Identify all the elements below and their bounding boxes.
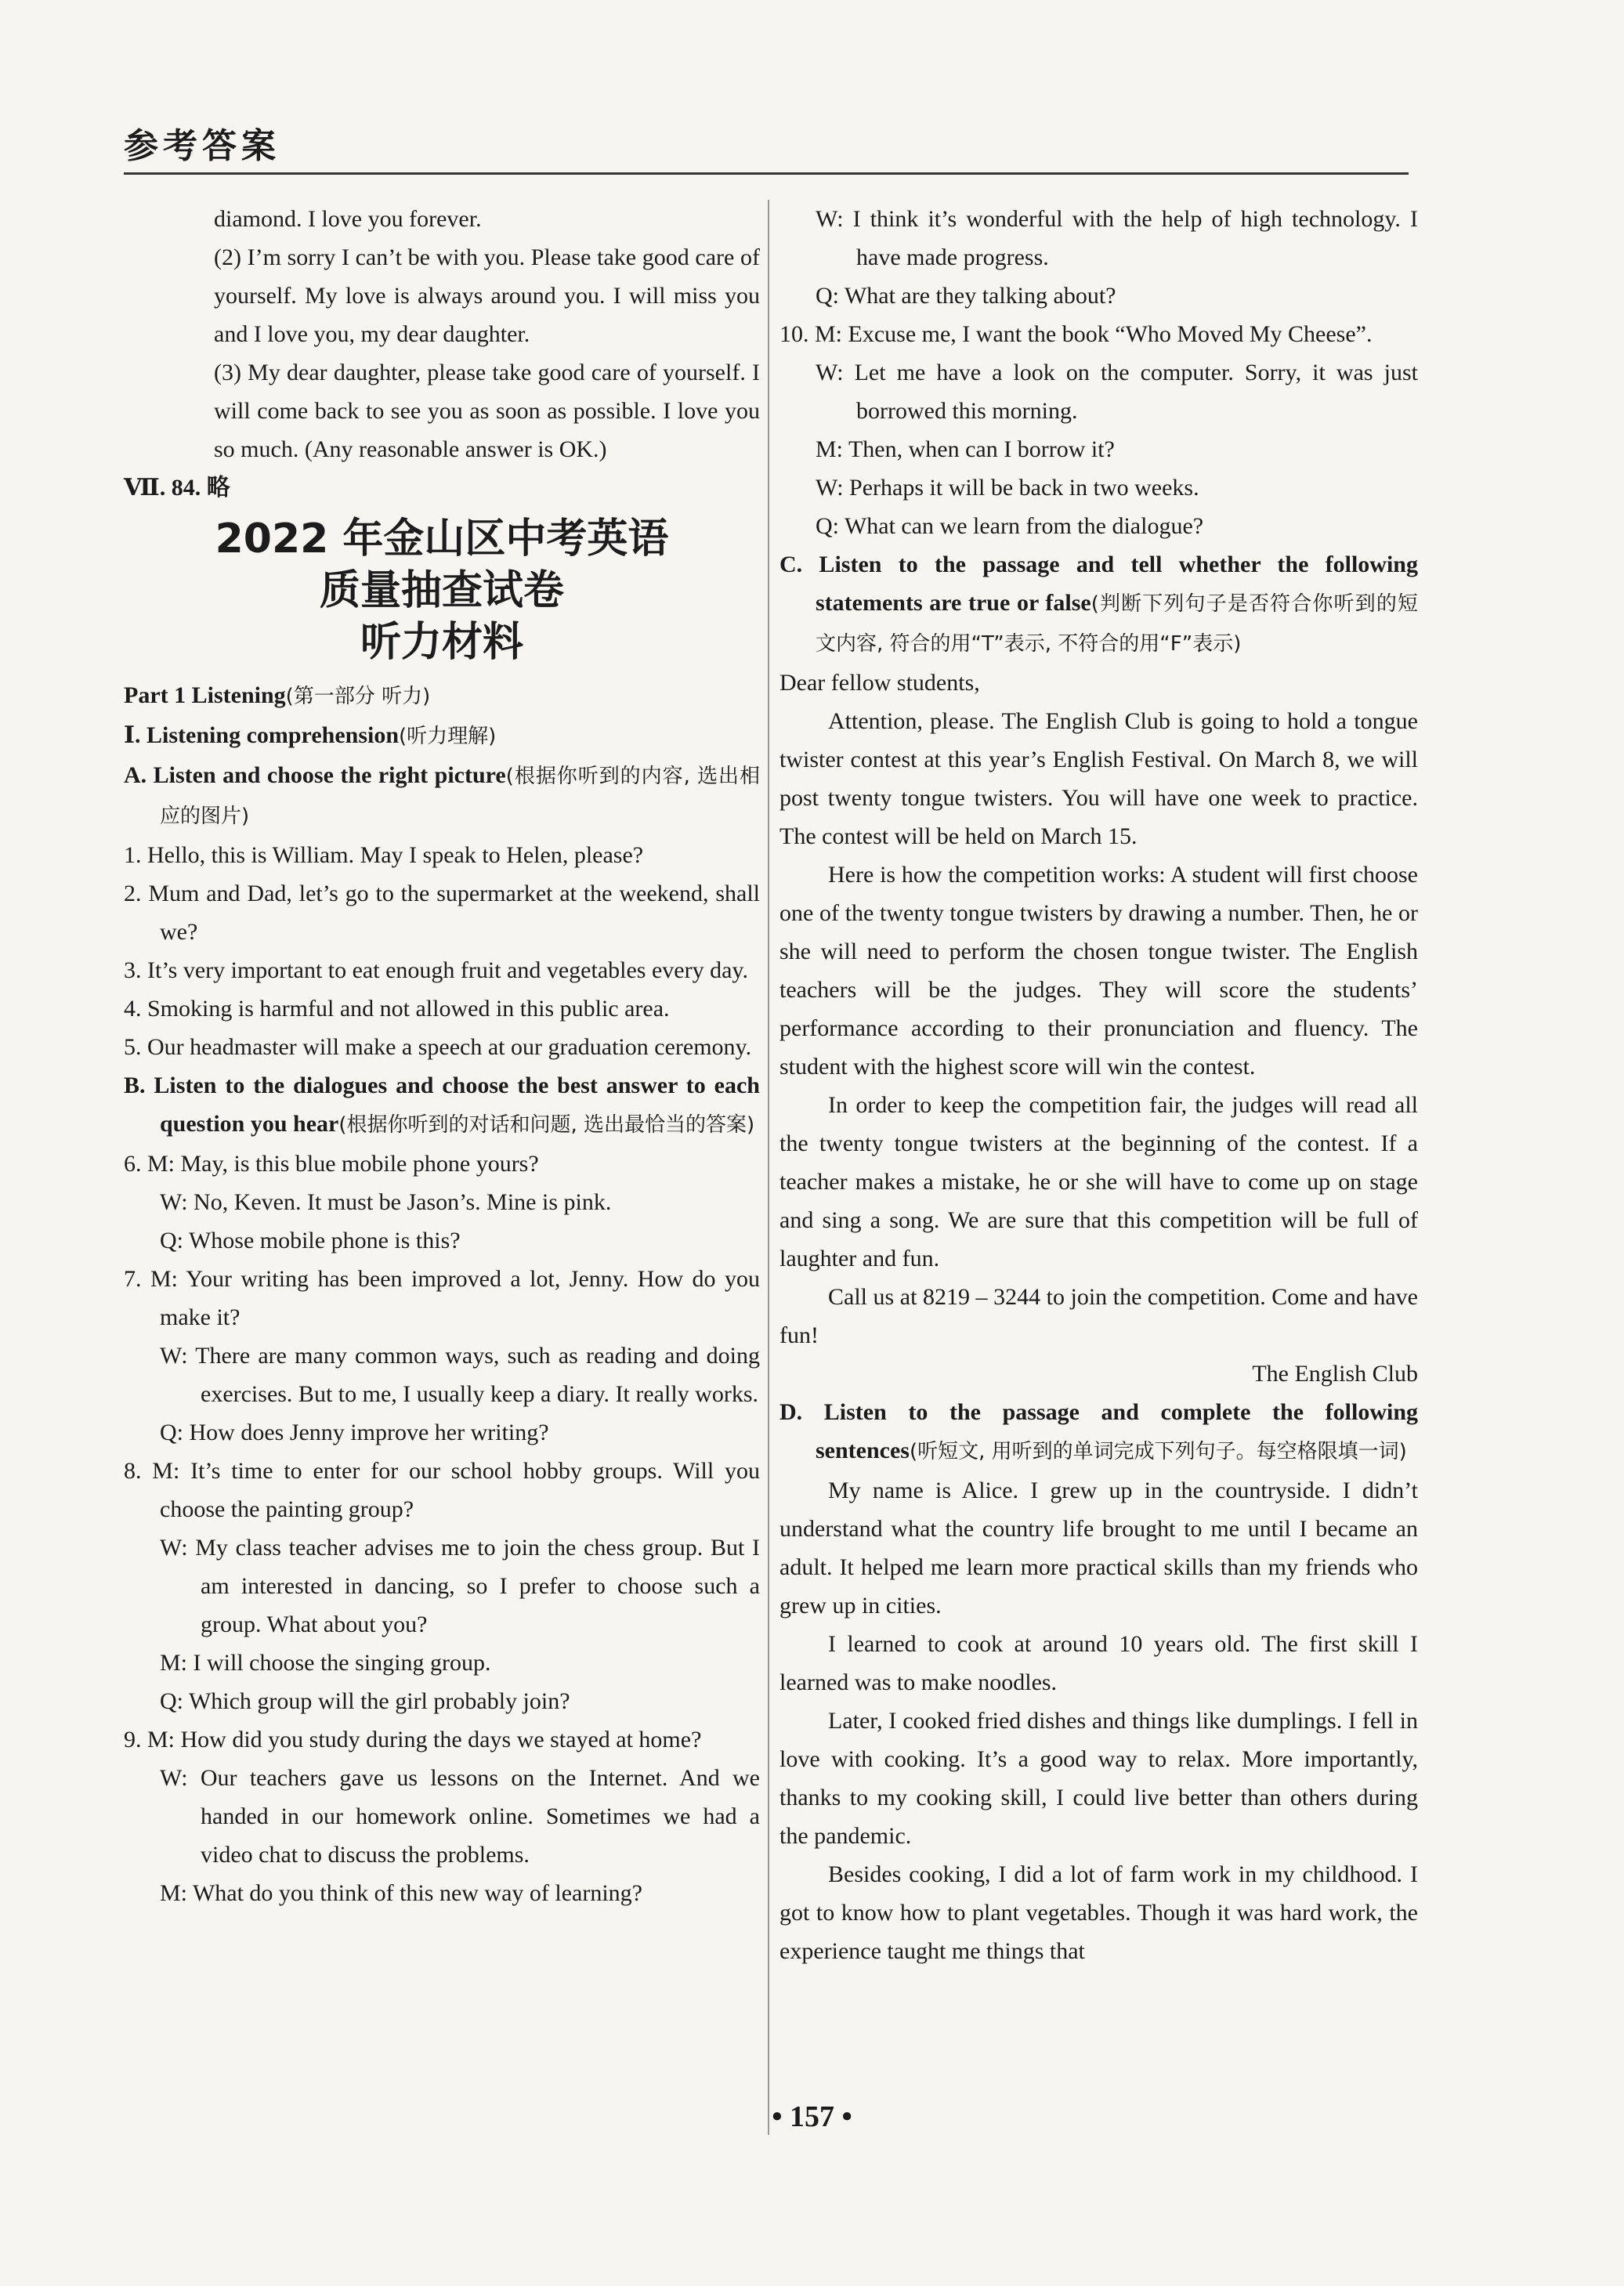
dialogue-line: W: There are many common ways, such as reading and doing exercises. But to me, I usually keep a diary. It really works.: [160, 1343, 760, 1407]
column-divider: [768, 200, 769, 2135]
dialogue-line: 9. M: How did you study during the days we stayed at home?: [124, 1727, 702, 1752]
list-item: 4. Smoking is harmful and not allowed in this public area.: [124, 996, 670, 1022]
answer-line-1: diamond. I love you forever.: [214, 206, 482, 232]
dialogue-line: W: Our teachers gave us lessons on the Internet. And we handed in our homework online. Sometimes we had a video chat to discuss the problems.: [160, 1765, 760, 1868]
passage-paragraph: In order to keep the competition fair, the judges will read all the twenty tongue twisters at the beginning of the contest. If a teacher makes a mistake, he or she will have to come up on stage and sing a song. We are sure that this competition will be full of laughter and fun.: [779, 1092, 1418, 1271]
exam-title-line-3: 听力材料: [360, 619, 523, 666]
dialogue-line: 8. M: It’s time to enter for our school hobby groups. Will you choose the painting group?: [124, 1458, 760, 1522]
dialogue-line: Q: How does Jenny improve her writing?: [160, 1420, 549, 1445]
dialogue-line: W: Let me have a look on the computer. Sorry, it was just borrowed this morning.: [816, 360, 1418, 424]
passage-paragraph: Later, I cooked fried dishes and things like dumplings. I fell in love with cooking. It’s a good way to relax. More importantly, thanks to my cooking skill, I could live better than others during the pandemic.: [779, 1708, 1418, 1849]
page-header: [124, 118, 1409, 175]
item-84: Ⅶ. 84. 略: [124, 475, 230, 501]
dialogue-line: M: Then, when can I borrow it?: [816, 436, 1115, 462]
section-d-heading: D. Listen to the passage and complete the following sentences(听短文, 用听到的单词完成下列句子。每空格限填一词): [779, 1399, 1418, 1463]
exam-title-line-1: 2022 年金山区中考英语: [215, 515, 669, 562]
dialogue-line: W: My class teacher advises me to join the chess group. But I am interested in dancing, so I prefer to choose such a group. What about you?: [160, 1535, 760, 1637]
list-item: 5. Our headmaster will make a speech at our graduation ceremony.: [124, 1034, 752, 1060]
dialogue-line: 7. M: Your writing has been improved a lot, Jenny. How do you make it?: [124, 1266, 760, 1330]
dialogue-line: W: I think it’s wonderful with the help of high technology. I have made progress.: [816, 206, 1418, 270]
page-number: • 157 •: [772, 2100, 852, 2133]
answer-line-3: (3) My dear daughter, please take good care of yourself. I will come back to see you as soon as possible. I love you so much. (Any reasonable answer is OK.): [214, 360, 760, 462]
dialogue-line: Q: What can we learn from the dialogue?: [816, 513, 1204, 539]
exam-title: [124, 513, 760, 668]
section-heading: Ⅰ. Listening comprehension(听力理解): [124, 722, 497, 748]
passage-paragraph: Attention, please. The English Club is going to hold a tongue twister contest at this year’s English Festival. On March 8, we will post twenty tongue twisters. You will have one week to practice. The contest will be held on March 15.: [779, 708, 1418, 849]
dialogue-line: W: Perhaps it will be back in two weeks.: [816, 475, 1199, 501]
dialogue-line: Q: Whose mobile phone is this?: [160, 1228, 461, 1253]
passage-paragraph: My name is Alice. I grew up in the countryside. I didn’t understand what the country life brought to me until I became an adult. It helped me learn more practical skills than my friends who grew up in cities.: [779, 1478, 1418, 1619]
part-heading: Part 1 Listening(第一部分 听力): [124, 682, 431, 708]
answer-line-2: (2) I’m sorry I can’t be with you. Please take good care of yourself. My love is always around you. I will miss you and I love you, my dear daughter.: [214, 244, 760, 347]
section-c-heading: C. Listen to the passage and tell whether the following statements are true or false(判断下列句子是否符合你听到的短文内容, 符合的用“T”表示, 不符合的用“F”表示): [779, 552, 1418, 656]
header-title: 参考答案: [124, 126, 280, 166]
signature: The English Club: [1252, 1361, 1418, 1387]
dialogue-line: Q: Which group will the girl probably join?: [160, 1688, 570, 1714]
list-item: 1. Hello, this is William. May I speak to Helen, please?: [124, 842, 644, 868]
dialogue-line: M: What do you think of this new way of learning?: [160, 1880, 642, 1906]
list-item: 3. It’s very important to eat enough fruit and vegetables every day.: [124, 957, 748, 983]
exam-title-line-2: 质量抽查试卷: [319, 567, 564, 614]
dialogue-line: 10. M: Excuse me, I want the book “Who Moved My Cheese”.: [779, 321, 1373, 347]
salutation: Dear fellow students,: [779, 670, 980, 696]
passage-paragraph: Besides cooking, I did a lot of farm work in my childhood. I got to know how to plant vegetables. Though it was hard work, the experience taught me things that: [779, 1861, 1418, 1964]
dialogue-line: Q: What are they talking about?: [816, 283, 1116, 309]
passage-paragraph: I learned to cook at around 10 years old. The first skill I learned was to make noodles.: [779, 1631, 1418, 1695]
dialogue-line: 6. M: May, is this blue mobile phone yours?: [124, 1151, 539, 1177]
section-a-heading: A. Listen and choose the right picture(根据你听到的内容, 选出相应的图片): [124, 762, 760, 828]
passage-paragraph: Here is how the competition works: A student will first choose one of the twenty tongue twisters by drawing a number. Then, he or she will need to perform the chosen tongue twister. The English teachers will be the judges. They will score the students’ performance according to their pronunciation and fluency. The student with the highest score will win the contest.: [779, 862, 1418, 1080]
left-column: [124, 200, 760, 1912]
dialogue-line: W: No, Keven. It must be Jason’s. Mine is pink.: [160, 1189, 612, 1215]
section-b-heading: B. Listen to the dialogues and choose the best answer to each question you hear(根据你听到的对话和问题, 选出最恰当的答案): [124, 1072, 760, 1137]
right-column: [779, 200, 1418, 1970]
list-item: 2. Mum and Dad, let’s go to the supermarket at the weekend, shall we?: [124, 881, 760, 945]
dialogue-line: M: I will choose the singing group.: [160, 1650, 491, 1676]
passage-paragraph: Call us at 8219 – 3244 to join the competition. Come and have fun!: [779, 1284, 1418, 1348]
